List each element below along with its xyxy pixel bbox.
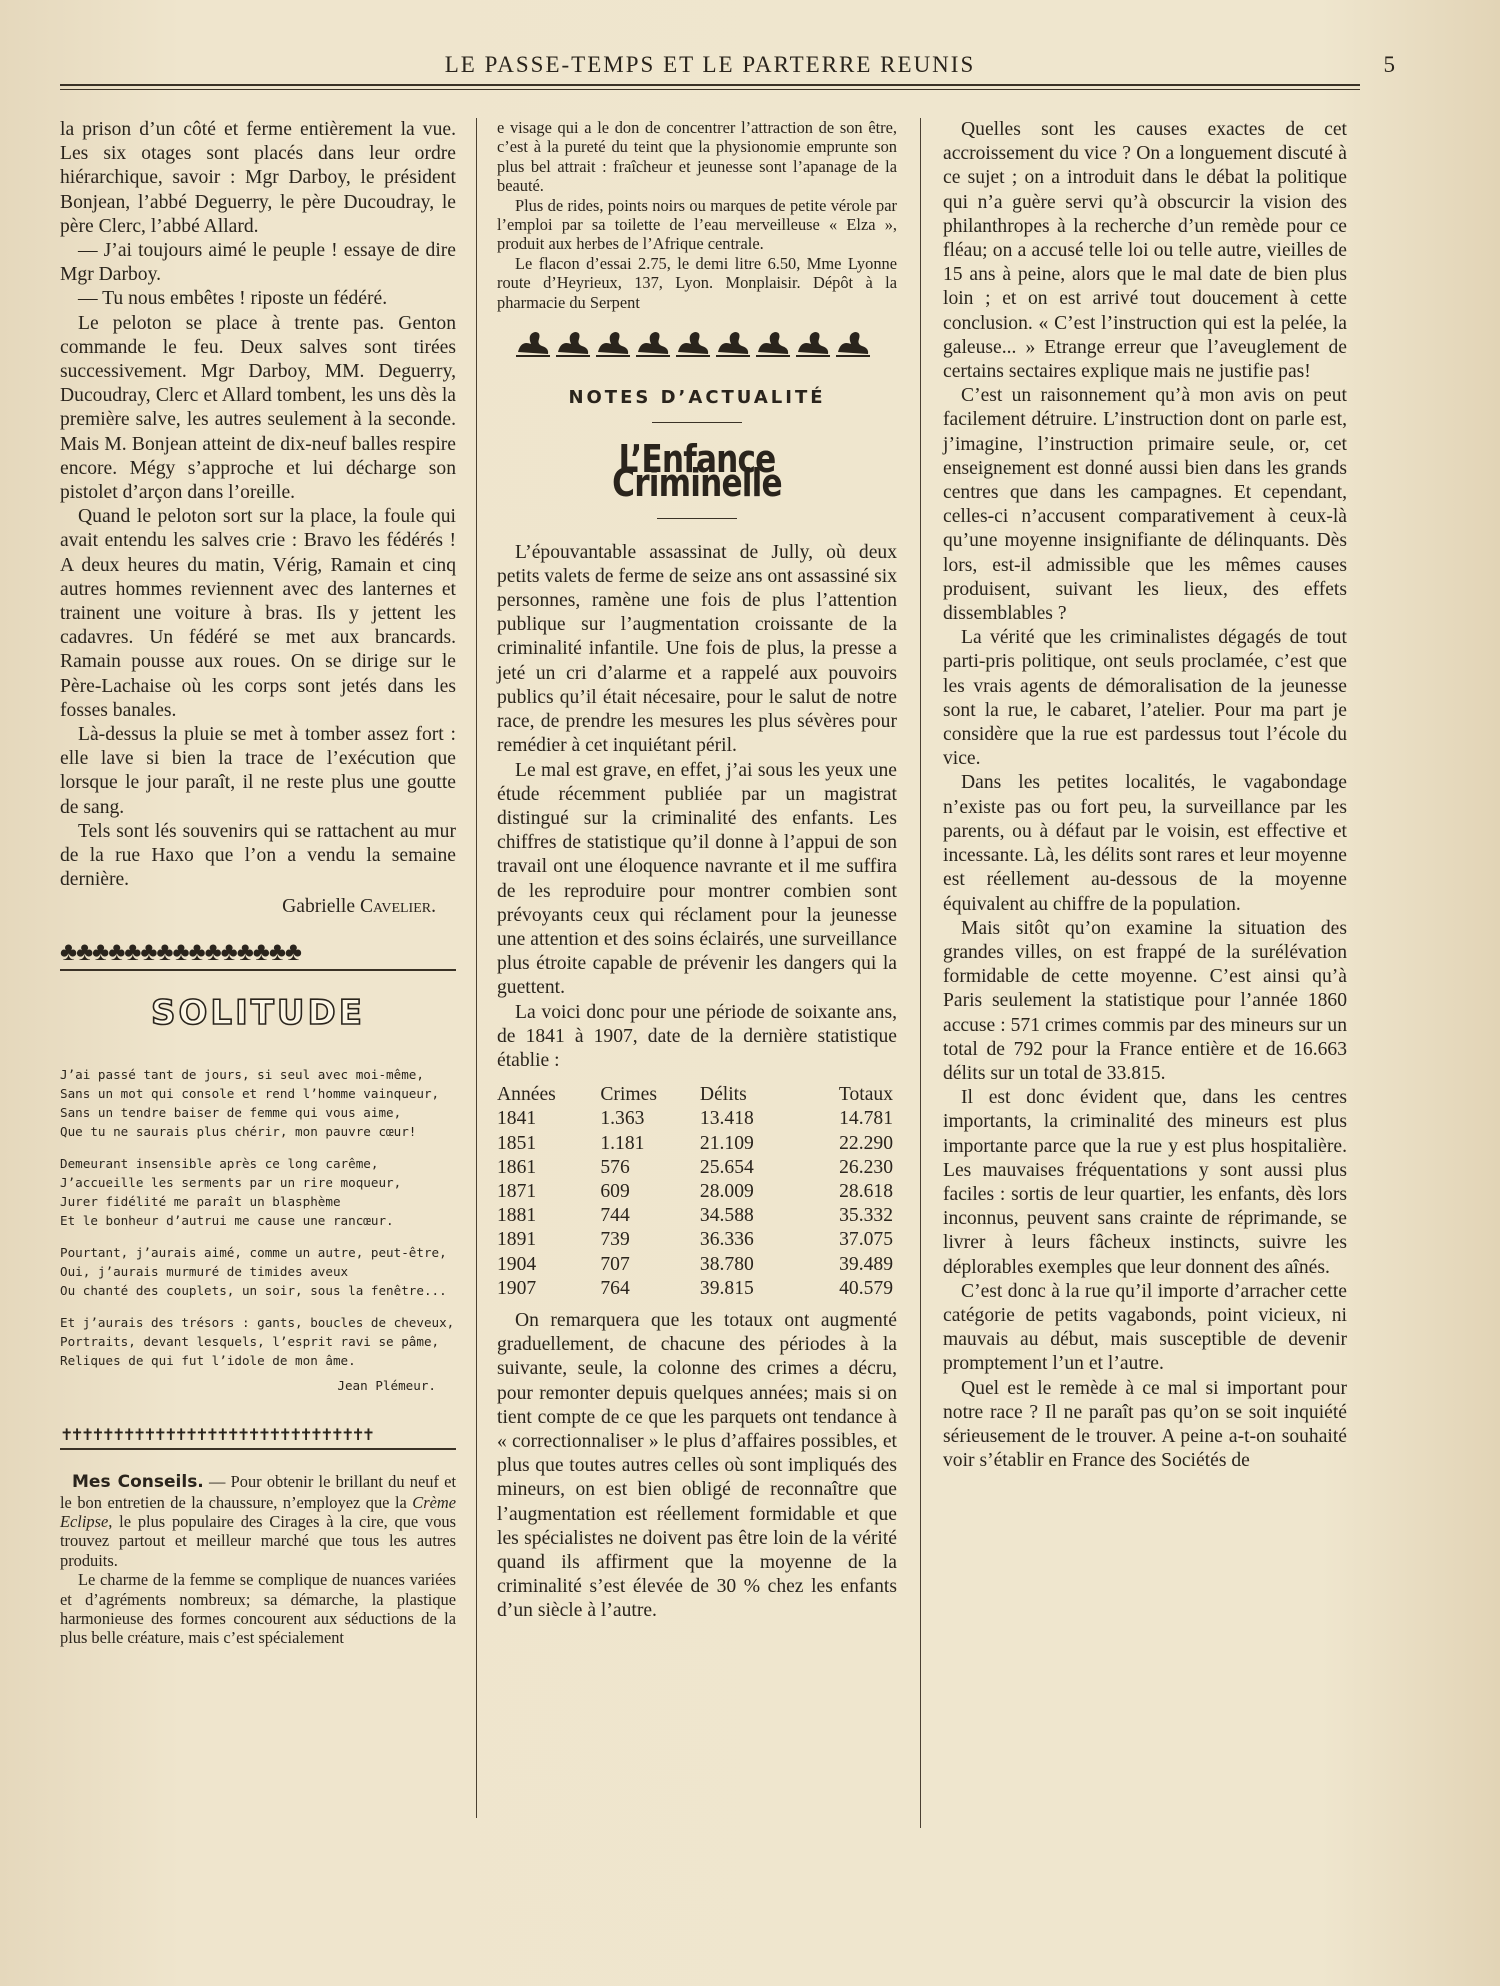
beauty-advert: [497, 118, 897, 312]
advert-paragraph: Plus de rides, points noirs ou marques de petite vérole par l’emploi par sa toilette de l’eau merveilleuse « Elza », produit aux herbes de l’Afrique centrale.: [497, 195, 897, 254]
swan-icon: [635, 326, 671, 360]
table-row: [497, 1228, 897, 1252]
article-paragraph: La vérité que les criminalistes dégagés de tout parti-pris politique, ont seuls proclamée, c’est que les vrais agents de démoralisation de la jeunesse sont la rue, le cabaret, l’atelier. Pour ma part je considère que la rue est pardessus tout l’école du vice.: [943, 627, 1347, 770]
table-cell: 28.618: [839, 1180, 893, 1202]
table-cell: 25.654: [699, 1156, 754, 1178]
column-3: [943, 118, 1347, 1473]
advice-section: [60, 1472, 456, 1648]
column-1: [60, 118, 456, 1648]
advice-text: , le plus populaire des Cirages à la cire, que vous trouvez partout et meilleur marché que tous les autres produits.: [60, 1511, 456, 1570]
signature-last-name: Cavelier.: [359, 895, 436, 917]
crosses-ornament: ✝✝✝✝✝✝✝✝✝✝✝✝✝✝✝✝✝✝✝✝✝✝✝✝✝✝✝✝✝✝: [60, 1424, 456, 1450]
page-number: 5: [1383, 52, 1395, 77]
swan-ornament: [515, 326, 897, 366]
article-paragraph: La voici donc pour une période de soixante ans, de 1841 à 1907, date de la dernière statistique établie :: [497, 1001, 897, 1071]
poem-stanza: [60, 1243, 456, 1300]
story-paragraph: Quand le peloton sort sur la place, la foule qui avait entendu les salves crie : Bravo les fédérés ! A deux heures du matin, Vérig, Ramain et cinq autres hommes reviennent avec des lanternes et trainent une voiture à bras. Ils y jettent les cadavres. Un fédéré se met aux brancards. Ramain pousse aux roues. On se dirige sur le Père-Lachaise où les corps sont jetés dans les fosses banales.: [60, 506, 456, 721]
table-cell: 40.579: [839, 1277, 893, 1299]
poem-line: Portraits, devant lesquels, l’esprit ravi se pâme,: [60, 1333, 440, 1349]
header-rule: [60, 84, 1360, 86]
poem-line: Sans un mot qui console et rend l’homme vainqueur,: [60, 1085, 440, 1101]
table-cell: 764: [600, 1277, 630, 1299]
poem-line: Ou chanté des couplets, un soir, sous la fenêtre...: [60, 1282, 447, 1298]
table-header: Délits: [699, 1084, 747, 1106]
signature-first-name: Gabrielle: [282, 895, 356, 917]
article-paragraph: Quelles sont les causes exactes de cet accroissement du vice ? On a longuement discuté à ce sujet ; on a introduit dans le débat la politique qui n’a guère servi qu’à obscurcir la vision des philanthropes à la recherche d’un remède pour ce fléau; on a accusé telle loi ou telle autre, vieilles de 15 ans à peine, alors que le mal date de bien plus loin ; et on est arrivé tout doucement à cette conclusion. « C’est l’instruction qui est la pelée, la galeuse... » Etrange erreur que l’aveuglement de certains sectaires explique mais ne justifie pas!: [943, 119, 1347, 383]
table-cell: 1.181: [600, 1132, 645, 1154]
ornament-rule: [60, 969, 456, 971]
table-header: Crimes: [600, 1084, 657, 1106]
poem-line: Oui, j’aurais murmuré de timides aveux: [60, 1263, 349, 1279]
poem-line: J’ai passé tant de jours, si seul avec moi-même,: [60, 1066, 424, 1082]
table-row: [497, 1132, 897, 1156]
story-paragraph: Tels sont lés souvenirs qui se rattachent au mur de la rue Haxo que l’on a vendu la semaine dernière.: [60, 820, 456, 891]
column-2: [497, 118, 897, 1624]
article-headline: L’Enfance Criminelle: [612, 437, 782, 506]
header-rule-thin: [60, 89, 1360, 90]
table-cell: 26.230: [839, 1156, 893, 1178]
table-cell: 22.290: [839, 1132, 893, 1154]
table-cell: 1904: [497, 1253, 537, 1275]
advice-paragraph: Le charme de la femme se complique de nuances variées et d’agréments nombreux; sa démarche, la plastique harmonieuse des formes concourent aux séductions de la plus belle créature, mais c’est spécialement: [60, 1570, 456, 1648]
table-row: [497, 1277, 897, 1301]
table-cell: 1891: [497, 1229, 537, 1251]
swan-icon: [675, 326, 711, 360]
signature-last-name: Plémeur.: [375, 1377, 436, 1393]
table-cell: 34.588: [699, 1205, 754, 1227]
poem-title: SOLITUDE: [151, 992, 365, 1033]
signature-first-name: Jean: [337, 1377, 368, 1393]
table-cell: 1871: [497, 1180, 537, 1202]
article-paragraph: Il est donc évident que, dans les centres importants, la criminalité des mineurs est plus importante parce que la rue y est plus hospitalière. Les mauvaises fréquentations y sont aussi plus faciles : sortis de leur quartier, les enfants, dès lors inconnus, peuvent sans crainte de réprimande, se livrer à leurs fâcheux instincts, suivre les déplorables exemples que leur donnent des aînés.: [943, 1087, 1347, 1278]
table-row: [497, 1156, 897, 1180]
poem-stanza: [60, 1313, 456, 1370]
story-paragraph: — Tu nous embêtes ! riposte un fédéré.: [78, 288, 388, 310]
table-cell: 39.489: [839, 1253, 893, 1275]
table-cell: 38.780: [699, 1253, 754, 1275]
rubric-rule: [652, 422, 742, 423]
article-paragraph: C’est un raisonnement qu’à mon avis on peut facilement détruire. L’instruction dont on parle est, j’imagine, l’instruction primaire seule, or, cet enseignement est donné aussi bien dans les grands centres que dans les campagnes. Et cependant, celles-ci n’accusent comparativement à ceux-là qu’une moyenne insignifiante de délinquants. Dès lors, est-il admissible que les mêmes causes produisent, suivant les lieux, des effets dissemblables ?: [943, 385, 1347, 625]
poem-line: J’accueille les serments par un rire moqueur,: [60, 1174, 402, 1190]
poem: [60, 1065, 456, 1370]
advice-label: Mes Conseils.: [72, 1472, 204, 1493]
swan-icon: [835, 326, 871, 360]
table-cell: 13.418: [699, 1108, 754, 1130]
column-divider: [476, 118, 477, 1818]
article-paragraph: C’est donc à la rue qu’il importe d’arracher cette catégorie de petits vagabonds, point vicieux, ni mauvais au début, mais susceptible de devenir promptement l’un et l’autre.: [943, 1280, 1347, 1375]
table-cell: 739: [600, 1229, 630, 1251]
table-cell: 707: [600, 1253, 630, 1275]
article-paragraph: L’épouvantable assassinat de Jully, où deux petits valets de ferme de seize ans ont assassiné six personnes, ramène une fois de plus l’attention publique sur l’augmentation croissante de la criminalité infantile. Une fois de plus, la presse a jeté un cri d’alarme et a rappelé aux pouvoirs publics qu’il était nécesaire, pour le salut de notre race, de prendre les mesures les plus sévères pour remédier à cet inquiétant péril.: [497, 541, 897, 757]
table-cell: 1841: [497, 1108, 537, 1130]
table-cell: 744: [600, 1205, 630, 1227]
column-divider: [920, 118, 921, 1828]
poem-line: Reliques de qui fut l’idole de mon âme.: [60, 1352, 356, 1368]
table-cell: 37.075: [839, 1229, 893, 1251]
table-row: [497, 1107, 897, 1131]
table-header: Années: [497, 1084, 556, 1106]
headline-rule: [657, 518, 737, 519]
table-cell: 14.781: [839, 1108, 893, 1130]
swan-icon: [795, 326, 831, 360]
advert-paragraph: e visage qui a le don de concentrer l’attraction de son être, c’est à la pureté du teint que la physionomie emprunte son plus bel attrait : fraîcheur et jeunesse sont l’apanage de la beauté.: [497, 118, 897, 196]
table-cell: 609: [600, 1180, 630, 1202]
story-paragraph: — J’ai toujours aimé le peuple ! essaye de dire Mgr Darboy.: [60, 240, 456, 286]
table-cell: 1851: [497, 1132, 537, 1154]
swan-icon: [515, 326, 551, 360]
swan-icon: [715, 326, 751, 360]
swan-icon: [755, 326, 791, 360]
table-cell: 1861: [497, 1156, 537, 1178]
section-rubric: NOTES D’ACTUALITÉ: [568, 387, 826, 409]
brand-name: Crème Eclipse: [60, 1492, 456, 1531]
poem-stanza: [60, 1065, 456, 1141]
story-paragraph: Le peloton se place à trente pas. Genton commande le feu. Deux salves sont tirées successivement. Mgr Darboy, MM. Deguerry, Ducoudray, Clerc et Allard tombent, les uns dès la première salve, les autres seulement à la seconde. Mais M. Bonjean atteint de dix-neuf balles respire encore. Mégy s’approche et lui décharge son pistolet d’arçon dans l’oreille.: [60, 312, 456, 504]
poem-line: Et le bonheur d’autrui me cause une rancœur.: [60, 1212, 394, 1228]
advice-text: — Pour obtenir le brillant du neuf et le bon entretien de la chaussure, n’employez que la: [60, 1472, 456, 1512]
advice-paragraph: [60, 1472, 456, 1570]
table-cell: 1.363: [600, 1108, 645, 1130]
article-paragraph: On remarquera que les totaux ont augmenté graduellement, de chacune des périodes à la suivante, seule, la colonne des crimes a décru, pour remonter depuis quelques années; mais si on tient compte de ce que les parquets ont tendance à « correctionnaliser » le plus d’affaires possibles, et plus que toutes autres celles où sont impliqués des mineurs, on est bien obligé de reconnaître que l’augmentation est réellement formidable et que les spécialistes ne doivent pas être loin de la vérité quand ils affirment que la moyenne de la criminalité s’est élevée de 30 % chez les enfants d’un siècle à l’autre.: [497, 1309, 897, 1622]
swan-icon: [555, 326, 591, 360]
poem-line: Sans un tendre baiser de femme qui vous aime,: [60, 1104, 402, 1120]
story-signature: [60, 895, 436, 919]
poem-line: Que tu ne saurais plus chérir, mon pauvre cœur!: [60, 1123, 417, 1139]
table-cell: 1881: [497, 1205, 537, 1227]
table-cell: 576: [600, 1156, 630, 1178]
story-paragraph: la prison d’un côté et ferme entièrement la vue. Les six otages sont placés dans leur ordre hiérarchique, savoir : Mgr Darboy, le président Bonjean, l’abbé Deguerry, le père Ducoudray, le père Clerc, l’abbé Allard.: [60, 119, 456, 237]
story-paragraph: Là-dessus la pluie se met à tomber assez fort : elle lave si bien la trace de l’exécution que lorsque le jour paraît, il ne reste plus une goutte de sang.: [60, 724, 456, 818]
table-cell: 1907: [497, 1277, 537, 1299]
clubs-ornament: ♣♣♣♣♣♣♣♣♣♣♣♣♣♣♣: [60, 936, 301, 966]
advert-paragraph: Le flacon d’essai 2.75, le demi litre 6.50, Mme Lyonne route d’Heyrieux, 137, Lyon. Monplaisir. Dépôt à la pharmacie du Serpent: [497, 253, 897, 312]
poem-line: Jurer fidélité me paraît un blasphème: [60, 1193, 341, 1209]
table-cell: 39.815: [699, 1277, 754, 1299]
running-title: LE PASSE-TEMPS ET LE PARTERRE REUNIS: [444, 52, 976, 77]
article-paragraph: Mais sitôt qu’on examine la situation des grandes villes, on est frappé de la surélévation formidable de cette moyenne. C’est ainsi qu’à Paris seulement la statistique pour l’année 1860 accuse : 571 crimes commis par des mineurs sur un total de 792 pour la France entière et de 16.663 délits sur un total de 33.815.: [943, 917, 1347, 1084]
table-row: [497, 1253, 897, 1277]
poem-line: Et j’aurais des trésors : gants, boucles de cheveux,: [60, 1314, 455, 1330]
article-paragraph: Dans les petites localités, le vagabondage n’existe pas ou fort peu, la surveillance par les parents, ou à défaut par le voisin, est effective et incessante. Là, les délits sont rares et leur moyenne est réellement au-dessous de la moyenne équivalent au chiffre de la population.: [943, 772, 1347, 915]
poem-line: Pourtant, j’aurais aimé, comme un autre, peut-être,: [60, 1244, 447, 1260]
crime-statistics-table: [497, 1083, 897, 1301]
article-paragraph: Le mal est grave, en effet, j’ai sous les yeux une étude récemment publiée par un magistrat distingué sur la criminalité des enfants. Les chiffres de statistique qu’il donne à l’appui de son travail ont une éloquence navrante et il me suffira de les reproduire pour montrer combien sont prévoyants ceux qui réclament pour la jeunesse une attention et des soins éclairés, une surveillance plus étroite capable de prévenir les dangers qui la guettent.: [497, 759, 897, 999]
table-row: [497, 1204, 897, 1228]
table-cell: 36.336: [699, 1229, 754, 1251]
table-cell: 35.332: [839, 1205, 893, 1227]
table-header: Totaux: [838, 1084, 893, 1106]
article-paragraph: Quel est le remède à ce mal si important pour notre race ? Il ne paraît pas qu’on se soit inquiété sérieusement de le trouver. A peine a-t-on souhaité voir s’établir en France des Sociétés de: [943, 1377, 1347, 1472]
table-row: [497, 1180, 897, 1204]
page-header: [60, 52, 1395, 92]
poem-signature: [60, 1374, 436, 1398]
swan-icon: [595, 326, 631, 360]
poem-stanza: [60, 1154, 456, 1230]
poem-line: Demeurant insensible après ce long carême,: [60, 1155, 379, 1171]
table-cell: 21.109: [699, 1132, 754, 1154]
table-header-row: [497, 1083, 897, 1107]
table-cell: 28.009: [699, 1180, 754, 1202]
